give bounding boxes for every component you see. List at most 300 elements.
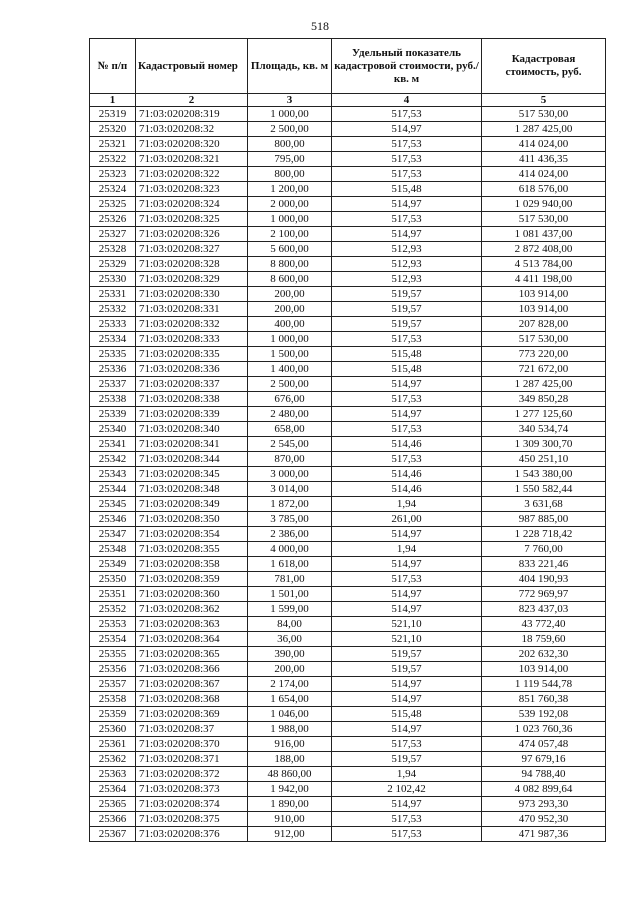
header-area: Площадь, кв. м xyxy=(248,39,332,94)
area-cell: 200,00 xyxy=(248,287,332,302)
cadastral-value-cell: 987 885,00 xyxy=(482,512,606,527)
cadastral-value-cell: 1 287 425,00 xyxy=(482,377,606,392)
area-cell: 8 800,00 xyxy=(248,257,332,272)
unit-value-cell: 514,97 xyxy=(332,527,482,542)
cadastral-value-cell: 1 287 425,00 xyxy=(482,122,606,137)
area-cell: 1 501,00 xyxy=(248,587,332,602)
area-cell: 1 200,00 xyxy=(248,182,332,197)
area-cell: 1 890,00 xyxy=(248,797,332,812)
table-row xyxy=(90,482,606,497)
area-cell: 2 480,00 xyxy=(248,407,332,422)
row-index-cell: 25353 xyxy=(90,617,136,632)
unit-value-cell: 1,94 xyxy=(332,542,482,557)
table-row xyxy=(90,707,606,722)
cadastral-value-cell: 349 850,28 xyxy=(482,392,606,407)
cadastral-value-cell: 4 513 784,00 xyxy=(482,257,606,272)
unit-value-cell: 517,53 xyxy=(332,107,482,122)
cadastral-value-cell: 517 530,00 xyxy=(482,212,606,227)
table-row xyxy=(90,662,606,677)
unit-value-cell: 514,97 xyxy=(332,692,482,707)
row-index-cell: 25355 xyxy=(90,647,136,662)
unit-value-cell: 519,57 xyxy=(332,662,482,677)
table-body xyxy=(90,107,606,842)
table-row xyxy=(90,557,606,572)
cadastral-value-cell: 411 436,35 xyxy=(482,152,606,167)
unit-value-cell: 517,53 xyxy=(332,152,482,167)
cadastral-number-cell: 71:03:020208:363 xyxy=(136,617,248,632)
row-index-cell: 25364 xyxy=(90,782,136,797)
table-row xyxy=(90,152,606,167)
table-row xyxy=(90,422,606,437)
unit-value-cell: 514,46 xyxy=(332,437,482,452)
cadastral-value-cell: 340 534,74 xyxy=(482,422,606,437)
unit-value-cell: 517,53 xyxy=(332,572,482,587)
unit-value-cell: 514,97 xyxy=(332,587,482,602)
cadastral-value-cell: 450 251,10 xyxy=(482,452,606,467)
area-cell: 84,00 xyxy=(248,617,332,632)
header-row xyxy=(90,39,606,94)
row-index-cell: 25356 xyxy=(90,662,136,677)
unit-value-cell: 515,48 xyxy=(332,707,482,722)
unit-value-cell: 514,97 xyxy=(332,557,482,572)
row-index-cell: 25357 xyxy=(90,677,136,692)
row-index-cell: 25358 xyxy=(90,692,136,707)
table-row xyxy=(90,722,606,737)
area-cell: 1 000,00 xyxy=(248,212,332,227)
cadastral-number-cell: 71:03:020208:344 xyxy=(136,452,248,467)
cadastral-value-cell: 103 914,00 xyxy=(482,662,606,677)
row-index-cell: 25352 xyxy=(90,602,136,617)
cadastral-number-cell: 71:03:020208:325 xyxy=(136,212,248,227)
table-row xyxy=(90,452,606,467)
cadastral-value-cell: 833 221,46 xyxy=(482,557,606,572)
row-index-cell: 25323 xyxy=(90,167,136,182)
unit-value-cell: 519,57 xyxy=(332,317,482,332)
cadastral-number-cell: 71:03:020208:337 xyxy=(136,377,248,392)
area-cell: 1 400,00 xyxy=(248,362,332,377)
area-cell: 781,00 xyxy=(248,572,332,587)
cadastral-value-cell: 2 872 408,00 xyxy=(482,242,606,257)
cadastral-number-cell: 71:03:020208:322 xyxy=(136,167,248,182)
cadastral-value-cell: 7 760,00 xyxy=(482,542,606,557)
table-row xyxy=(90,737,606,752)
table-row xyxy=(90,257,606,272)
row-index-cell: 25330 xyxy=(90,272,136,287)
row-index-cell: 25343 xyxy=(90,467,136,482)
cadastral-number-cell: 71:03:020208:350 xyxy=(136,512,248,527)
table-row xyxy=(90,497,606,512)
table-row xyxy=(90,632,606,647)
table-row xyxy=(90,797,606,812)
area-cell: 2 100,00 xyxy=(248,227,332,242)
cadastral-number-cell: 71:03:020208:348 xyxy=(136,482,248,497)
unit-value-cell: 1,94 xyxy=(332,767,482,782)
row-index-cell: 25334 xyxy=(90,332,136,347)
area-cell: 916,00 xyxy=(248,737,332,752)
header-unit-value: Удельный показатель кадастровой стоимости, руб./кв. м xyxy=(332,39,482,94)
table-row xyxy=(90,752,606,767)
table-row xyxy=(90,272,606,287)
area-cell: 1 618,00 xyxy=(248,557,332,572)
unit-value-cell: 514,97 xyxy=(332,407,482,422)
cadastral-number-cell: 71:03:020208:327 xyxy=(136,242,248,257)
row-index-cell: 25327 xyxy=(90,227,136,242)
cadastral-number-cell: 71:03:020208:362 xyxy=(136,602,248,617)
table-row xyxy=(90,362,606,377)
cadastral-value-cell: 1 277 125,60 xyxy=(482,407,606,422)
page-number: 518 xyxy=(311,19,329,33)
area-cell: 1 988,00 xyxy=(248,722,332,737)
table-row xyxy=(90,212,606,227)
cadastral-value-cell: 618 576,00 xyxy=(482,182,606,197)
cadastral-number-cell: 71:03:020208:332 xyxy=(136,317,248,332)
unit-value-cell: 519,57 xyxy=(332,752,482,767)
row-index-cell: 25335 xyxy=(90,347,136,362)
unit-value-cell: 517,53 xyxy=(332,812,482,827)
unit-value-cell: 519,57 xyxy=(332,647,482,662)
table-row xyxy=(90,767,606,782)
cadastral-number-cell: 71:03:020208:324 xyxy=(136,197,248,212)
row-index-cell: 25322 xyxy=(90,152,136,167)
table-row xyxy=(90,227,606,242)
table-row xyxy=(90,107,606,122)
unit-value-cell: 514,97 xyxy=(332,602,482,617)
row-index-cell: 25367 xyxy=(90,827,136,842)
area-cell: 3 785,00 xyxy=(248,512,332,527)
area-cell: 2 386,00 xyxy=(248,527,332,542)
table-row xyxy=(90,812,606,827)
unit-value-cell: 517,53 xyxy=(332,827,482,842)
area-cell: 188,00 xyxy=(248,752,332,767)
row-index-cell: 25331 xyxy=(90,287,136,302)
cadastral-number-cell: 71:03:020208:366 xyxy=(136,662,248,677)
column-number: 1 xyxy=(90,94,136,107)
cadastral-value-cell: 202 632,30 xyxy=(482,647,606,662)
table-row xyxy=(90,242,606,257)
cadastral-table xyxy=(89,38,606,842)
table-row xyxy=(90,827,606,842)
row-index-cell: 25346 xyxy=(90,512,136,527)
cadastral-number-cell: 71:03:020208:369 xyxy=(136,707,248,722)
area-cell: 658,00 xyxy=(248,422,332,437)
table-row xyxy=(90,137,606,152)
cadastral-value-cell: 207 828,00 xyxy=(482,317,606,332)
cadastral-number-cell: 71:03:020208:368 xyxy=(136,692,248,707)
cadastral-value-cell: 1 119 544,78 xyxy=(482,677,606,692)
row-index-cell: 25338 xyxy=(90,392,136,407)
area-cell: 1 500,00 xyxy=(248,347,332,362)
unit-value-cell: 1,94 xyxy=(332,497,482,512)
cadastral-number-cell: 71:03:020208:374 xyxy=(136,797,248,812)
table-row xyxy=(90,542,606,557)
cadastral-number-cell: 71:03:020208:358 xyxy=(136,557,248,572)
cadastral-number-cell: 71:03:020208:365 xyxy=(136,647,248,662)
cadastral-value-cell: 414 024,00 xyxy=(482,167,606,182)
cadastral-number-cell: 71:03:020208:319 xyxy=(136,107,248,122)
unit-value-cell: 514,46 xyxy=(332,482,482,497)
row-index-cell: 25349 xyxy=(90,557,136,572)
column-number: 3 xyxy=(248,94,332,107)
row-index-cell: 25362 xyxy=(90,752,136,767)
cadastral-value-cell: 517 530,00 xyxy=(482,332,606,347)
row-index-cell: 25341 xyxy=(90,437,136,452)
area-cell: 200,00 xyxy=(248,302,332,317)
row-index-cell: 25359 xyxy=(90,707,136,722)
table-row xyxy=(90,527,606,542)
cadastral-number-cell: 71:03:020208:375 xyxy=(136,812,248,827)
area-cell: 912,00 xyxy=(248,827,332,842)
unit-value-cell: 517,53 xyxy=(332,737,482,752)
cadastral-number-cell: 71:03:020208:354 xyxy=(136,527,248,542)
unit-value-cell: 2 102,42 xyxy=(332,782,482,797)
cadastral-number-cell: 71:03:020208:367 xyxy=(136,677,248,692)
table-row xyxy=(90,197,606,212)
table-row xyxy=(90,602,606,617)
cadastral-value-cell: 823 437,03 xyxy=(482,602,606,617)
unit-value-cell: 519,57 xyxy=(332,287,482,302)
unit-value-cell: 519,57 xyxy=(332,302,482,317)
area-cell: 676,00 xyxy=(248,392,332,407)
row-index-cell: 25332 xyxy=(90,302,136,317)
cadastral-number-cell: 71:03:020208:373 xyxy=(136,782,248,797)
unit-value-cell: 521,10 xyxy=(332,617,482,632)
cadastral-value-cell: 973 293,30 xyxy=(482,797,606,812)
cadastral-number-cell: 71:03:020208:331 xyxy=(136,302,248,317)
cadastral-value-cell: 1 543 380,00 xyxy=(482,467,606,482)
area-cell: 390,00 xyxy=(248,647,332,662)
area-cell: 800,00 xyxy=(248,137,332,152)
table-row xyxy=(90,782,606,797)
cadastral-number-cell: 71:03:020208:339 xyxy=(136,407,248,422)
unit-value-cell: 517,53 xyxy=(332,332,482,347)
cadastral-number-cell: 71:03:020208:321 xyxy=(136,152,248,167)
table-row xyxy=(90,437,606,452)
cadastral-number-cell: 71:03:020208:320 xyxy=(136,137,248,152)
cadastral-value-cell: 1 023 760,36 xyxy=(482,722,606,737)
cadastral-value-cell: 772 969,97 xyxy=(482,587,606,602)
cadastral-number-cell: 71:03:020208:371 xyxy=(136,752,248,767)
cadastral-number-cell: 71:03:020208:336 xyxy=(136,362,248,377)
unit-value-cell: 514,97 xyxy=(332,122,482,137)
unit-value-cell: 512,93 xyxy=(332,242,482,257)
area-cell: 795,00 xyxy=(248,152,332,167)
table-row xyxy=(90,167,606,182)
cadastral-value-cell: 1 309 300,70 xyxy=(482,437,606,452)
cadastral-value-cell: 1 550 582,44 xyxy=(482,482,606,497)
cadastral-number-cell: 71:03:020208:326 xyxy=(136,227,248,242)
row-index-cell: 25333 xyxy=(90,317,136,332)
cadastral-value-cell: 773 220,00 xyxy=(482,347,606,362)
unit-value-cell: 514,97 xyxy=(332,797,482,812)
header-index: № п/п xyxy=(90,39,136,94)
area-cell: 4 000,00 xyxy=(248,542,332,557)
unit-value-cell: 517,53 xyxy=(332,452,482,467)
unit-value-cell: 512,93 xyxy=(332,257,482,272)
cadastral-number-cell: 71:03:020208:364 xyxy=(136,632,248,647)
unit-value-cell: 514,97 xyxy=(332,197,482,212)
table-row xyxy=(90,512,606,527)
area-cell: 1 942,00 xyxy=(248,782,332,797)
cadastral-number-cell: 71:03:020208:376 xyxy=(136,827,248,842)
row-index-cell: 25340 xyxy=(90,422,136,437)
cadastral-value-cell: 1 029 940,00 xyxy=(482,197,606,212)
cadastral-number-cell: 71:03:020208:330 xyxy=(136,287,248,302)
row-index-cell: 25365 xyxy=(90,797,136,812)
unit-value-cell: 514,97 xyxy=(332,377,482,392)
cadastral-value-cell: 43 772,40 xyxy=(482,617,606,632)
cadastral-value-cell: 721 672,00 xyxy=(482,362,606,377)
row-index-cell: 25336 xyxy=(90,362,136,377)
cadastral-value-cell: 1 081 437,00 xyxy=(482,227,606,242)
column-number: 5 xyxy=(482,94,606,107)
row-index-cell: 25363 xyxy=(90,767,136,782)
row-index-cell: 25328 xyxy=(90,242,136,257)
cadastral-value-cell: 1 228 718,42 xyxy=(482,527,606,542)
unit-value-cell: 514,97 xyxy=(332,722,482,737)
area-cell: 2 545,00 xyxy=(248,437,332,452)
table-row xyxy=(90,332,606,347)
row-index-cell: 25360 xyxy=(90,722,136,737)
row-index-cell: 25361 xyxy=(90,737,136,752)
unit-value-cell: 514,46 xyxy=(332,467,482,482)
cadastral-value-cell: 18 759,60 xyxy=(482,632,606,647)
cadastral-number-cell: 71:03:020208:335 xyxy=(136,347,248,362)
table-row xyxy=(90,347,606,362)
cadastral-value-cell: 851 760,38 xyxy=(482,692,606,707)
area-cell: 1 000,00 xyxy=(248,332,332,347)
row-index-cell: 25344 xyxy=(90,482,136,497)
row-index-cell: 25326 xyxy=(90,212,136,227)
area-cell: 48 860,00 xyxy=(248,767,332,782)
area-cell: 3 000,00 xyxy=(248,467,332,482)
area-cell: 5 600,00 xyxy=(248,242,332,257)
row-index-cell: 25320 xyxy=(90,122,136,137)
unit-value-cell: 515,48 xyxy=(332,362,482,377)
area-cell: 2 500,00 xyxy=(248,122,332,137)
cadastral-number-cell: 71:03:020208:349 xyxy=(136,497,248,512)
unit-value-cell: 517,53 xyxy=(332,137,482,152)
cadastral-number-cell: 71:03:020208:370 xyxy=(136,737,248,752)
cadastral-value-cell: 414 024,00 xyxy=(482,137,606,152)
area-cell: 870,00 xyxy=(248,452,332,467)
cadastral-value-cell: 470 952,30 xyxy=(482,812,606,827)
row-index-cell: 25350 xyxy=(90,572,136,587)
unit-value-cell: 261,00 xyxy=(332,512,482,527)
cadastral-value-cell: 4 082 899,64 xyxy=(482,782,606,797)
unit-value-cell: 515,48 xyxy=(332,347,482,362)
area-cell: 36,00 xyxy=(248,632,332,647)
table-row xyxy=(90,182,606,197)
cadastral-number-cell: 71:03:020208:372 xyxy=(136,767,248,782)
cadastral-number-cell: 71:03:020208:340 xyxy=(136,422,248,437)
cadastral-value-cell: 539 192,08 xyxy=(482,707,606,722)
cadastral-value-cell: 474 057,48 xyxy=(482,737,606,752)
area-cell: 1 046,00 xyxy=(248,707,332,722)
area-cell: 1 000,00 xyxy=(248,107,332,122)
column-number: 4 xyxy=(332,94,482,107)
row-index-cell: 25337 xyxy=(90,377,136,392)
unit-value-cell: 512,93 xyxy=(332,272,482,287)
area-cell: 200,00 xyxy=(248,662,332,677)
cadastral-number-cell: 71:03:020208:341 xyxy=(136,437,248,452)
table-row xyxy=(90,317,606,332)
row-index-cell: 25351 xyxy=(90,587,136,602)
area-cell: 2 000,00 xyxy=(248,197,332,212)
cadastral-number-cell: 71:03:020208:333 xyxy=(136,332,248,347)
cadastral-value-cell: 404 190,93 xyxy=(482,572,606,587)
table-row xyxy=(90,467,606,482)
row-index-cell: 25321 xyxy=(90,137,136,152)
table-row xyxy=(90,617,606,632)
cadastral-number-cell: 71:03:020208:359 xyxy=(136,572,248,587)
row-index-cell: 25347 xyxy=(90,527,136,542)
table-row xyxy=(90,122,606,137)
cadastral-value-cell: 103 914,00 xyxy=(482,287,606,302)
cadastral-value-cell: 471 987,36 xyxy=(482,827,606,842)
area-cell: 1 599,00 xyxy=(248,602,332,617)
table-row xyxy=(90,647,606,662)
table-row xyxy=(90,677,606,692)
row-index-cell: 25345 xyxy=(90,497,136,512)
cadastral-value-cell: 3 631,68 xyxy=(482,497,606,512)
header-cadastral-number: Кадастровый номер xyxy=(136,39,248,94)
table-row xyxy=(90,692,606,707)
table-row xyxy=(90,407,606,422)
table-row xyxy=(90,287,606,302)
cadastral-number-cell: 71:03:020208:32 xyxy=(136,122,248,137)
area-cell: 8 600,00 xyxy=(248,272,332,287)
table-row xyxy=(90,392,606,407)
row-index-cell: 25354 xyxy=(90,632,136,647)
unit-value-cell: 521,10 xyxy=(332,632,482,647)
row-index-cell: 25325 xyxy=(90,197,136,212)
table-row xyxy=(90,572,606,587)
row-index-cell: 25342 xyxy=(90,452,136,467)
area-cell: 2 174,00 xyxy=(248,677,332,692)
row-index-cell: 25329 xyxy=(90,257,136,272)
unit-value-cell: 514,97 xyxy=(332,677,482,692)
table-row xyxy=(90,587,606,602)
cadastral-number-cell: 71:03:020208:37 xyxy=(136,722,248,737)
area-cell: 1 872,00 xyxy=(248,497,332,512)
cadastral-value-cell: 4 411 198,00 xyxy=(482,272,606,287)
unit-value-cell: 517,53 xyxy=(332,422,482,437)
unit-value-cell: 517,53 xyxy=(332,212,482,227)
row-index-cell: 25348 xyxy=(90,542,136,557)
area-cell: 3 014,00 xyxy=(248,482,332,497)
area-cell: 2 500,00 xyxy=(248,377,332,392)
cadastral-value-cell: 517 530,00 xyxy=(482,107,606,122)
cadastral-value-cell: 94 788,40 xyxy=(482,767,606,782)
header-cadastral-value: Кадастровая стоимость, руб. xyxy=(482,39,606,94)
column-number: 2 xyxy=(136,94,248,107)
row-index-cell: 25339 xyxy=(90,407,136,422)
row-index-cell: 25319 xyxy=(90,107,136,122)
cadastral-number-cell: 71:03:020208:328 xyxy=(136,257,248,272)
column-number-row xyxy=(90,94,606,107)
area-cell: 800,00 xyxy=(248,167,332,182)
table-row xyxy=(90,302,606,317)
cadastral-number-cell: 71:03:020208:323 xyxy=(136,182,248,197)
cadastral-number-cell: 71:03:020208:355 xyxy=(136,542,248,557)
cadastral-number-cell: 71:03:020208:338 xyxy=(136,392,248,407)
cadastral-value-cell: 103 914,00 xyxy=(482,302,606,317)
cadastral-value-cell: 97 679,16 xyxy=(482,752,606,767)
cadastral-number-cell: 71:03:020208:360 xyxy=(136,587,248,602)
row-index-cell: 25324 xyxy=(90,182,136,197)
unit-value-cell: 517,53 xyxy=(332,392,482,407)
area-cell: 400,00 xyxy=(248,317,332,332)
